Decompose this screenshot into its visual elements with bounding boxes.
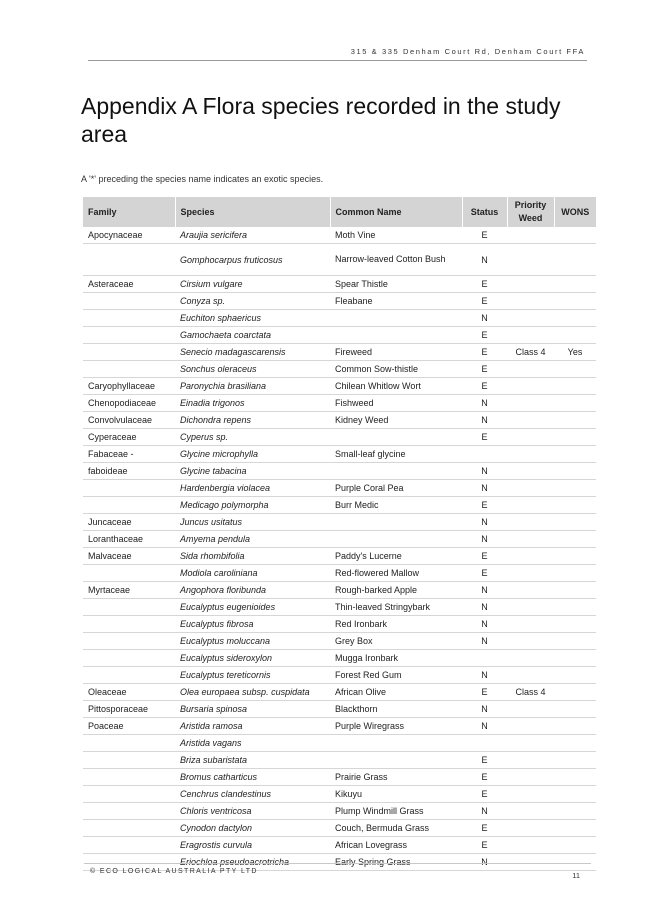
species-cell: Cenchrus clandestinus (175, 786, 330, 803)
wons-cell (554, 514, 596, 531)
family-cell (83, 361, 175, 378)
species-cell: Cynodon dactylon (175, 820, 330, 837)
status-cell: E (462, 361, 507, 378)
wons-cell (554, 854, 596, 871)
wons-cell (554, 531, 596, 548)
family-cell (83, 310, 175, 327)
wons-cell (554, 616, 596, 633)
species-cell: Bursaria spinosa (175, 701, 330, 718)
common-name-cell: Fishweed (330, 395, 462, 412)
status-cell: E (462, 565, 507, 582)
family-cell: Cyperaceae (83, 429, 175, 446)
priority-weed-cell (507, 735, 554, 752)
species-cell: Glycine microphylla (175, 446, 330, 463)
status-cell: E (462, 837, 507, 854)
status-cell: E (462, 327, 507, 344)
status-cell: N (462, 480, 507, 497)
family-cell (83, 735, 175, 752)
wons-cell (554, 582, 596, 599)
common-name-cell: Moth Vine (330, 227, 462, 244)
priority-weed-cell (507, 548, 554, 565)
status-cell: N (462, 395, 507, 412)
family-cell: Myrtaceae (83, 582, 175, 599)
status-cell: N (462, 803, 507, 820)
status-cell: E (462, 820, 507, 837)
family-cell: Malvaceae (83, 548, 175, 565)
table-row (83, 837, 596, 854)
priority-weed-cell (507, 531, 554, 548)
species-cell: Einadia trigonos (175, 395, 330, 412)
family-cell (83, 786, 175, 803)
priority-weed-cell (507, 514, 554, 531)
priority-weed-cell (507, 327, 554, 344)
common-name-cell: Early Spring Grass (330, 854, 462, 871)
table-row (83, 395, 596, 412)
common-name-cell: Thin-leaved Stringybark (330, 599, 462, 616)
family-cell (83, 803, 175, 820)
family-cell: faboideae (83, 463, 175, 480)
priority-weed-cell (507, 599, 554, 616)
wons-cell (554, 667, 596, 684)
wons-cell (554, 244, 596, 276)
common-name-cell (330, 735, 462, 752)
common-name-cell: Mugga Ironbark (330, 650, 462, 667)
species-cell: Gomphocarpus fruticosus (175, 244, 330, 276)
status-cell: E (462, 276, 507, 293)
status-cell: N (462, 854, 507, 871)
wons-cell (554, 769, 596, 786)
table-row (83, 276, 596, 293)
status-cell: N (462, 633, 507, 650)
priority-weed-cell (507, 786, 554, 803)
common-name-cell: Spear Thistle (330, 276, 462, 293)
species-cell: Paronychia brasiliana (175, 378, 330, 395)
species-cell: Juncus usitatus (175, 514, 330, 531)
family-cell (83, 633, 175, 650)
column-header-family: Family (83, 197, 175, 227)
family-cell: Asteraceae (83, 276, 175, 293)
common-name-cell: Fleabane (330, 293, 462, 310)
family-cell (83, 344, 175, 361)
priority-weed-cell (507, 497, 554, 514)
common-name-cell: Common Sow-thistle (330, 361, 462, 378)
wons-cell (554, 293, 596, 310)
common-name-cell (330, 463, 462, 480)
wons-cell (554, 803, 596, 820)
wons-cell (554, 480, 596, 497)
wons-cell (554, 227, 596, 244)
status-cell: E (462, 684, 507, 701)
table-row (83, 412, 596, 429)
table-row (83, 667, 596, 684)
species-cell: Modiola caroliniana (175, 565, 330, 582)
species-cell: Eucalyptus fibrosa (175, 616, 330, 633)
table-row (83, 752, 596, 769)
wons-cell (554, 446, 596, 463)
priority-weed-cell (507, 395, 554, 412)
wons-cell: Yes (554, 344, 596, 361)
common-name-cell (330, 429, 462, 446)
common-name-cell: Red Ironbark (330, 616, 462, 633)
table-row (83, 633, 596, 650)
wons-cell (554, 378, 596, 395)
wons-cell (554, 395, 596, 412)
common-name-cell (330, 752, 462, 769)
table-header-row (83, 197, 596, 227)
common-name-cell: Narrow-leaved Cotton Bush (330, 244, 462, 276)
wons-cell (554, 565, 596, 582)
common-name-cell: Blackthorn (330, 701, 462, 718)
table-row (83, 327, 596, 344)
common-name-cell: Kidney Weed (330, 412, 462, 429)
priority-weed-cell (507, 378, 554, 395)
status-cell: N (462, 667, 507, 684)
status-cell: N (462, 412, 507, 429)
priority-weed-cell (507, 701, 554, 718)
page-header-text: 315 & 335 Denham Court Rd, Denham Court FFA (350, 47, 585, 56)
family-cell (83, 565, 175, 582)
species-cell: Amyema pendula (175, 531, 330, 548)
table-row (83, 361, 596, 378)
family-cell (83, 667, 175, 684)
species-cell: Araujia sericifera (175, 227, 330, 244)
column-header-wons: WONS (554, 197, 596, 227)
species-cell: Eucalyptus moluccana (175, 633, 330, 650)
wons-cell (554, 633, 596, 650)
column-header-common-name: Common Name (330, 197, 462, 227)
status-cell: E (462, 752, 507, 769)
species-cell: Gamochaeta coarctata (175, 327, 330, 344)
priority-weed-cell (507, 227, 554, 244)
family-cell (83, 497, 175, 514)
table-row (83, 548, 596, 565)
common-name-cell: African Olive (330, 684, 462, 701)
table-row (83, 429, 596, 446)
table-row (83, 531, 596, 548)
species-cell: Cirsium vulgare (175, 276, 330, 293)
status-cell: N (462, 701, 507, 718)
wons-cell (554, 463, 596, 480)
species-cell: Eucalyptus eugenioides (175, 599, 330, 616)
wons-cell (554, 327, 596, 344)
priority-weed-cell (507, 718, 554, 735)
table-row (83, 480, 596, 497)
priority-weed-cell (507, 480, 554, 497)
table-row (83, 446, 596, 463)
priority-weed-cell (507, 361, 554, 378)
status-cell: E (462, 227, 507, 244)
table-row (83, 344, 596, 361)
wons-cell (554, 276, 596, 293)
footer-divider (84, 863, 591, 864)
wons-cell (554, 786, 596, 803)
common-name-cell (330, 327, 462, 344)
wons-cell (554, 599, 596, 616)
common-name-cell: Prairie Grass (330, 769, 462, 786)
status-cell: N (462, 718, 507, 735)
table-row (83, 227, 596, 244)
common-name-cell: Small-leaf glycine (330, 446, 462, 463)
wons-cell (554, 684, 596, 701)
species-cell: Eragrostis curvula (175, 837, 330, 854)
status-cell: N (462, 582, 507, 599)
column-header-status: Status (462, 197, 507, 227)
column-header-priority-weed: Priority Weed (507, 197, 554, 227)
status-cell: N (462, 514, 507, 531)
table-row (83, 565, 596, 582)
wons-cell (554, 718, 596, 735)
species-cell: Medicago polymorpha (175, 497, 330, 514)
common-name-cell: Purple Wiregrass (330, 718, 462, 735)
priority-weed-cell (507, 463, 554, 480)
flora-species-table (83, 197, 596, 871)
table-row (83, 599, 596, 616)
common-name-cell: Plump Windmill Grass (330, 803, 462, 820)
table-row (83, 786, 596, 803)
status-cell: N (462, 463, 507, 480)
wons-cell (554, 820, 596, 837)
table-row (83, 803, 596, 820)
footer-company: © ECO LOGICAL AUSTRALIA PTY LTD (90, 868, 258, 875)
priority-weed-cell (507, 565, 554, 582)
status-cell: E (462, 429, 507, 446)
priority-weed-cell: Class 4 (507, 344, 554, 361)
common-name-cell (330, 514, 462, 531)
table-row (83, 820, 596, 837)
species-cell: Olea europaea subsp. cuspidata (175, 684, 330, 701)
common-name-cell: Red-flowered Mallow (330, 565, 462, 582)
common-name-cell: Couch, Bermuda Grass (330, 820, 462, 837)
table-row (83, 244, 596, 276)
table-row (83, 582, 596, 599)
status-cell (462, 446, 507, 463)
wons-cell (554, 650, 596, 667)
table-row (83, 514, 596, 531)
common-name-cell: Purple Coral Pea (330, 480, 462, 497)
species-cell: Chloris ventricosa (175, 803, 330, 820)
page-number: 11 (572, 871, 580, 880)
species-cell: Aristida vagans (175, 735, 330, 752)
common-name-cell: African Lovegrass (330, 837, 462, 854)
table-row (83, 718, 596, 735)
common-name-cell (330, 310, 462, 327)
species-cell: Bromus catharticus (175, 769, 330, 786)
species-cell: Senecio madagascarensis (175, 344, 330, 361)
priority-weed-cell (507, 854, 554, 871)
header-divider (88, 60, 587, 61)
family-cell: Pittosporaceae (83, 701, 175, 718)
table-row (83, 616, 596, 633)
family-cell: Convolvulaceae (83, 412, 175, 429)
status-cell: E (462, 786, 507, 803)
species-cell: Eucalyptus tereticornis (175, 667, 330, 684)
species-cell: Cyperus sp. (175, 429, 330, 446)
priority-weed-cell (507, 310, 554, 327)
common-name-cell: Rough-barked Apple (330, 582, 462, 599)
priority-weed-cell (507, 803, 554, 820)
species-cell: Euchiton sphaericus (175, 310, 330, 327)
column-header-species: Species (175, 197, 330, 227)
status-cell (462, 650, 507, 667)
family-cell (83, 650, 175, 667)
table-row (83, 701, 596, 718)
family-cell: Loranthaceae (83, 531, 175, 548)
species-cell: Aristida ramosa (175, 718, 330, 735)
species-cell: Angophora floribunda (175, 582, 330, 599)
species-cell: Eriochloa pseudoacrotricha (175, 854, 330, 871)
species-cell: Eucalyptus sideroxylon (175, 650, 330, 667)
priority-weed-cell (507, 293, 554, 310)
wons-cell (554, 429, 596, 446)
wons-cell (554, 752, 596, 769)
status-cell: N (462, 616, 507, 633)
priority-weed-cell (507, 633, 554, 650)
priority-weed-cell (507, 429, 554, 446)
priority-weed-cell (507, 412, 554, 429)
table-row (83, 463, 596, 480)
status-cell: E (462, 378, 507, 395)
common-name-cell (330, 531, 462, 548)
priority-weed-cell (507, 446, 554, 463)
table-row (83, 497, 596, 514)
family-cell: Juncaceae (83, 514, 175, 531)
species-cell: Glycine tabacina (175, 463, 330, 480)
family-cell: Apocynaceae (83, 227, 175, 244)
species-cell: Sonchus oleraceus (175, 361, 330, 378)
family-cell: Oleaceae (83, 684, 175, 701)
family-cell: Fabaceae - (83, 446, 175, 463)
priority-weed-cell: Class 4 (507, 684, 554, 701)
common-name-cell: Grey Box (330, 633, 462, 650)
wons-cell (554, 497, 596, 514)
family-cell (83, 327, 175, 344)
wons-cell (554, 361, 596, 378)
family-cell (83, 244, 175, 276)
status-cell: E (462, 344, 507, 361)
family-cell (83, 616, 175, 633)
wons-cell (554, 701, 596, 718)
species-cell: Hardenbergia violacea (175, 480, 330, 497)
priority-weed-cell (507, 837, 554, 854)
priority-weed-cell (507, 616, 554, 633)
family-cell: Poaceae (83, 718, 175, 735)
table-row (83, 293, 596, 310)
species-cell: Briza subaristata (175, 752, 330, 769)
wons-cell (554, 837, 596, 854)
status-cell: N (462, 310, 507, 327)
wons-cell (554, 735, 596, 752)
status-cell: E (462, 769, 507, 786)
table-body (83, 227, 596, 871)
exotic-species-note: A '*' preceding the species name indicates an exotic species. (81, 174, 324, 184)
wons-cell (554, 310, 596, 327)
priority-weed-cell (507, 276, 554, 293)
family-cell (83, 837, 175, 854)
status-cell: N (462, 599, 507, 616)
table-row (83, 378, 596, 395)
wons-cell (554, 548, 596, 565)
priority-weed-cell (507, 244, 554, 276)
wons-cell (554, 412, 596, 429)
family-cell (83, 769, 175, 786)
species-cell: Conyza sp. (175, 293, 330, 310)
status-cell: N (462, 531, 507, 548)
priority-weed-cell (507, 820, 554, 837)
table-row (83, 684, 596, 701)
family-cell (83, 293, 175, 310)
priority-weed-cell (507, 752, 554, 769)
table-row (83, 769, 596, 786)
status-cell: E (462, 548, 507, 565)
common-name-cell: Forest Red Gum (330, 667, 462, 684)
species-cell: Sida rhombifolia (175, 548, 330, 565)
table-row (83, 735, 596, 752)
page-title: Appendix A Flora species recorded in the study area (81, 93, 561, 147)
common-name-cell: Kikuyu (330, 786, 462, 803)
family-cell: Caryophyllaceae (83, 378, 175, 395)
priority-weed-cell (507, 769, 554, 786)
family-cell (83, 480, 175, 497)
status-cell: E (462, 497, 507, 514)
common-name-cell: Paddy's Lucerne (330, 548, 462, 565)
priority-weed-cell (507, 650, 554, 667)
status-cell: N (462, 244, 507, 276)
family-cell: Chenopodiaceae (83, 395, 175, 412)
common-name-cell: Chilean Whitlow Wort (330, 378, 462, 395)
status-cell (462, 735, 507, 752)
family-cell (83, 820, 175, 837)
table-row (83, 310, 596, 327)
common-name-cell: Burr Medic (330, 497, 462, 514)
table-row (83, 650, 596, 667)
family-cell (83, 752, 175, 769)
priority-weed-cell (507, 667, 554, 684)
species-cell: Dichondra repens (175, 412, 330, 429)
status-cell: E (462, 293, 507, 310)
family-cell (83, 599, 175, 616)
common-name-cell: Fireweed (330, 344, 462, 361)
priority-weed-cell (507, 582, 554, 599)
